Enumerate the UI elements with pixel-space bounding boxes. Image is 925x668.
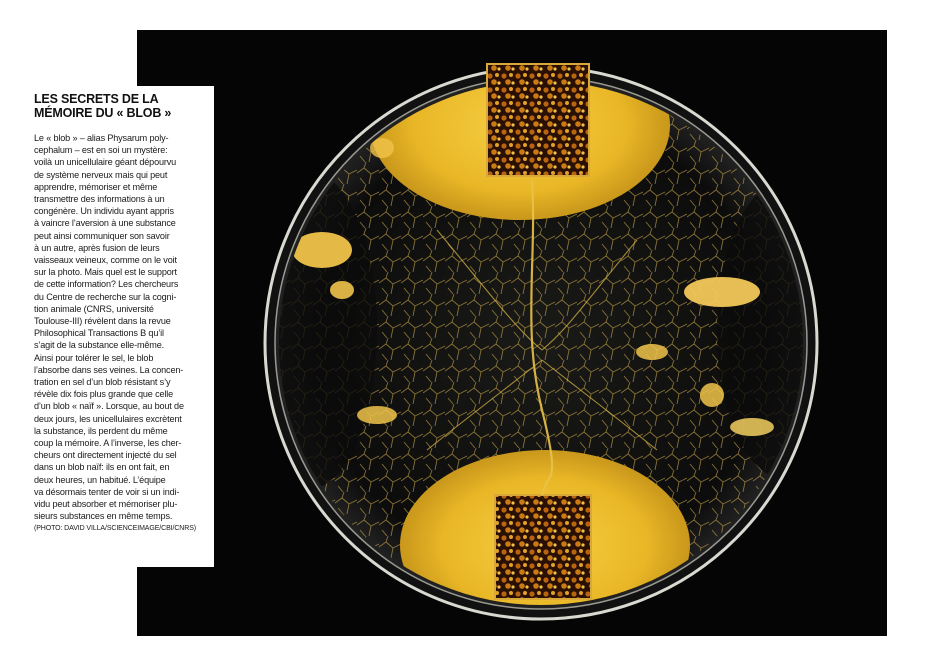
- petri-dish-photo: [137, 30, 887, 636]
- body-line: coup la mémoire. A l’inverse, les cher-: [34, 438, 182, 449]
- body-line: sieurs substances en même temps.: [34, 511, 173, 522]
- body-line: révèle dix fois plus grande que celle: [34, 389, 174, 400]
- headline-line: MÉMOIRE DU « BLOB »: [34, 106, 172, 120]
- body-line: vidu peut absorber et mémoriser plu-: [34, 499, 178, 510]
- body-line: deux heures, un habitué. L’équipe: [34, 474, 166, 485]
- body-line: congénère. Un individu ayant appris: [34, 206, 174, 217]
- body-line: Philosophical Transactions B qu’il: [34, 328, 164, 339]
- headline-line: LES SECRETS DE LA: [34, 92, 159, 106]
- body-line: dans un blob naïf: ils en ont fait, en: [34, 462, 170, 473]
- body-line: de cette information? Les chercheurs: [34, 279, 179, 290]
- body-line: apprendre, mémoriser et même: [34, 181, 158, 192]
- body-line: cheurs ont directement injecté du sel: [34, 450, 177, 461]
- top-food-square: [487, 64, 589, 176]
- body-line: transmettre des informations à un: [34, 194, 165, 205]
- body-line: s’agit de la substance elle-même.: [34, 340, 165, 351]
- body-line: à un autre, après fusion de leurs: [34, 242, 160, 253]
- body-line: vaisseaux veineux, comme on le voit: [34, 255, 177, 266]
- body-line: deux jours, les unicellulaires excrètent: [34, 413, 182, 424]
- article-headline: [34, 92, 214, 120]
- body-line: de système nerveux mais qui peut: [34, 169, 168, 180]
- bottom-food-square: [495, 495, 591, 599]
- body-line: tration en sel d’un blob résistant s’y: [34, 377, 171, 388]
- body-line: voilà un unicellulaire géant dépourvu: [34, 157, 177, 168]
- body-line: tion animale (CNRS, université: [34, 303, 154, 314]
- body-line: du Centre de recherche sur la cogni-: [34, 291, 177, 302]
- body-line: à vaincre l’aversion à une substance: [34, 218, 176, 229]
- body-line: l’absorbe dans ses veines. La concen-: [34, 364, 184, 375]
- article-sidebar: [30, 86, 214, 567]
- blob-image: [137, 30, 887, 636]
- photo-credit: (PHOTO: DAVID VILLA/SCIENCEIMAGE/CBI/CNRS): [34, 524, 197, 532]
- body-line: d’un blob « naïf ». Lorsque, au bout de: [34, 401, 184, 412]
- body-line: Toulouse-III) révèlent dans la revue: [34, 316, 171, 327]
- body-line: cephalum – est en soi un mystère:: [34, 145, 168, 156]
- body-line: sur la photo. Mais quel est le support: [34, 267, 177, 278]
- body-line: Le « blob » – alias Physarum poly-: [34, 133, 169, 143]
- body-line: Ainsi pour tolérer le sel, le blob: [34, 352, 154, 363]
- body-line: va désormais tenter de voir si un indi-: [34, 486, 180, 497]
- body-line: peut ainsi communiquer son savoir: [34, 230, 170, 241]
- article-body: [34, 132, 214, 535]
- body-line: la substance, ils perdent du même: [34, 425, 168, 436]
